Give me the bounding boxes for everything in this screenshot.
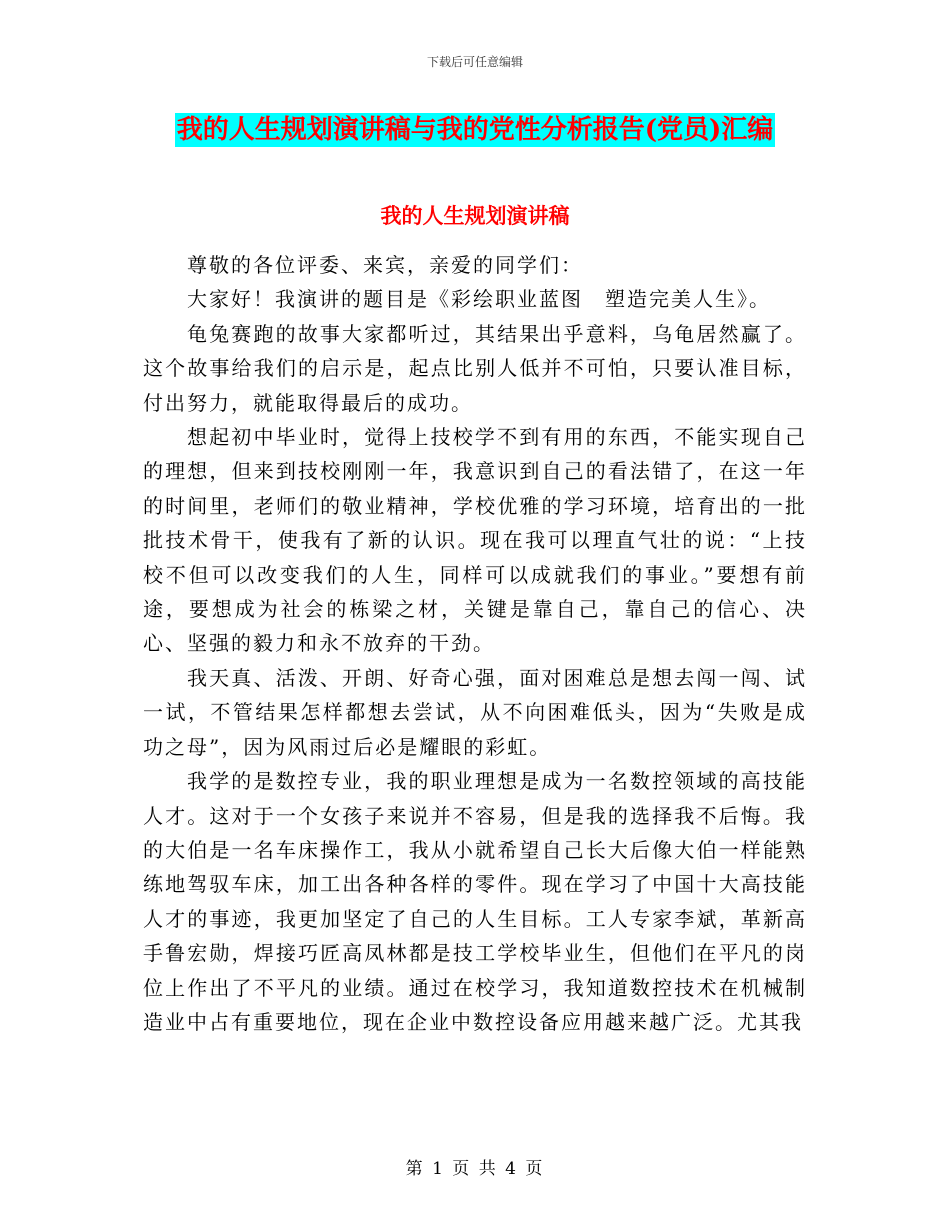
main-title: 我的人生规划演讲稿与我的党性分析报告(党员)汇编	[176, 115, 774, 145]
paragraph: 我天真、活泼、开朗、好奇心强，面对困难总是想去闯一闯、试一试，不管结果怎样都想去尝试，从不向困难低头，因为“失败是成功之母”，因为风雨过后必是耀眼的彩虹。	[143, 665, 807, 759]
section-title: 我的人生规划演讲稿	[380, 203, 570, 228]
main-title-container	[0, 113, 950, 147]
paragraph: 我学的是数控专业，我的职业理想是成为一名数控领域的高技能人才。这对于一个女孩子来说并不容易，但是我的选择我不后悔。我的大伯是一名车床操作工，我从小就希望自己长大后像大伯一样能熟练地驾驭车床，加工出各种各样的零件。现在学习了中国十大高技能人才的事迹，我更加坚定了自己的人生目标。工人专家李斌，革新高手鲁宏勋，焊接巧匠高凤林都是技工学校毕业生，但他们在平凡的岗位上作出了不平凡的业绩。通过在校学习，我知道数控技术在机械制造业中占有重要地位，现在企业中数控设备应用越来越广泛。尤其我	[143, 769, 807, 1034]
document-body	[143, 248, 807, 1039]
paragraph: 想起初中毕业时，觉得上技校学不到有用的东西，不能实现自己的理想，但来到技校刚刚一年，我意识到自己的看法错了，在这一年的时间里，老师们的敬业精神，学校优雅的学习环境，培育出的一批批技术骨干，使我有了新的认识。现在我可以理直气壮的说：“上技校不但可以改变我们的人生，同样可以成就我们的事业。”要想有前途，要想成为社会的栋梁之材，关键是靠自己，靠自己的信心、决心、坚强的毅力和永不放弃的干劲。	[143, 425, 807, 656]
page-header: 下载后可任意编辑	[426, 55, 523, 69]
paragraph: 大家好！我演讲的题目是《彩绘职业蓝图 塑造完美人生》。	[187, 287, 771, 312]
paragraph: 尊敬的各位评委、来宾，亲爱的同学们：	[187, 253, 583, 277]
paragraph: 龟兔赛跑的故事大家都听过，其结果出乎意料，乌龟居然赢了。这个故事给我们的启示是，起点比别人低并不可怕，只要认准目标，付出努力，就能取得最后的成功。	[143, 321, 807, 415]
page-footer: 第 1 页 共 4 页	[405, 1159, 545, 1179]
